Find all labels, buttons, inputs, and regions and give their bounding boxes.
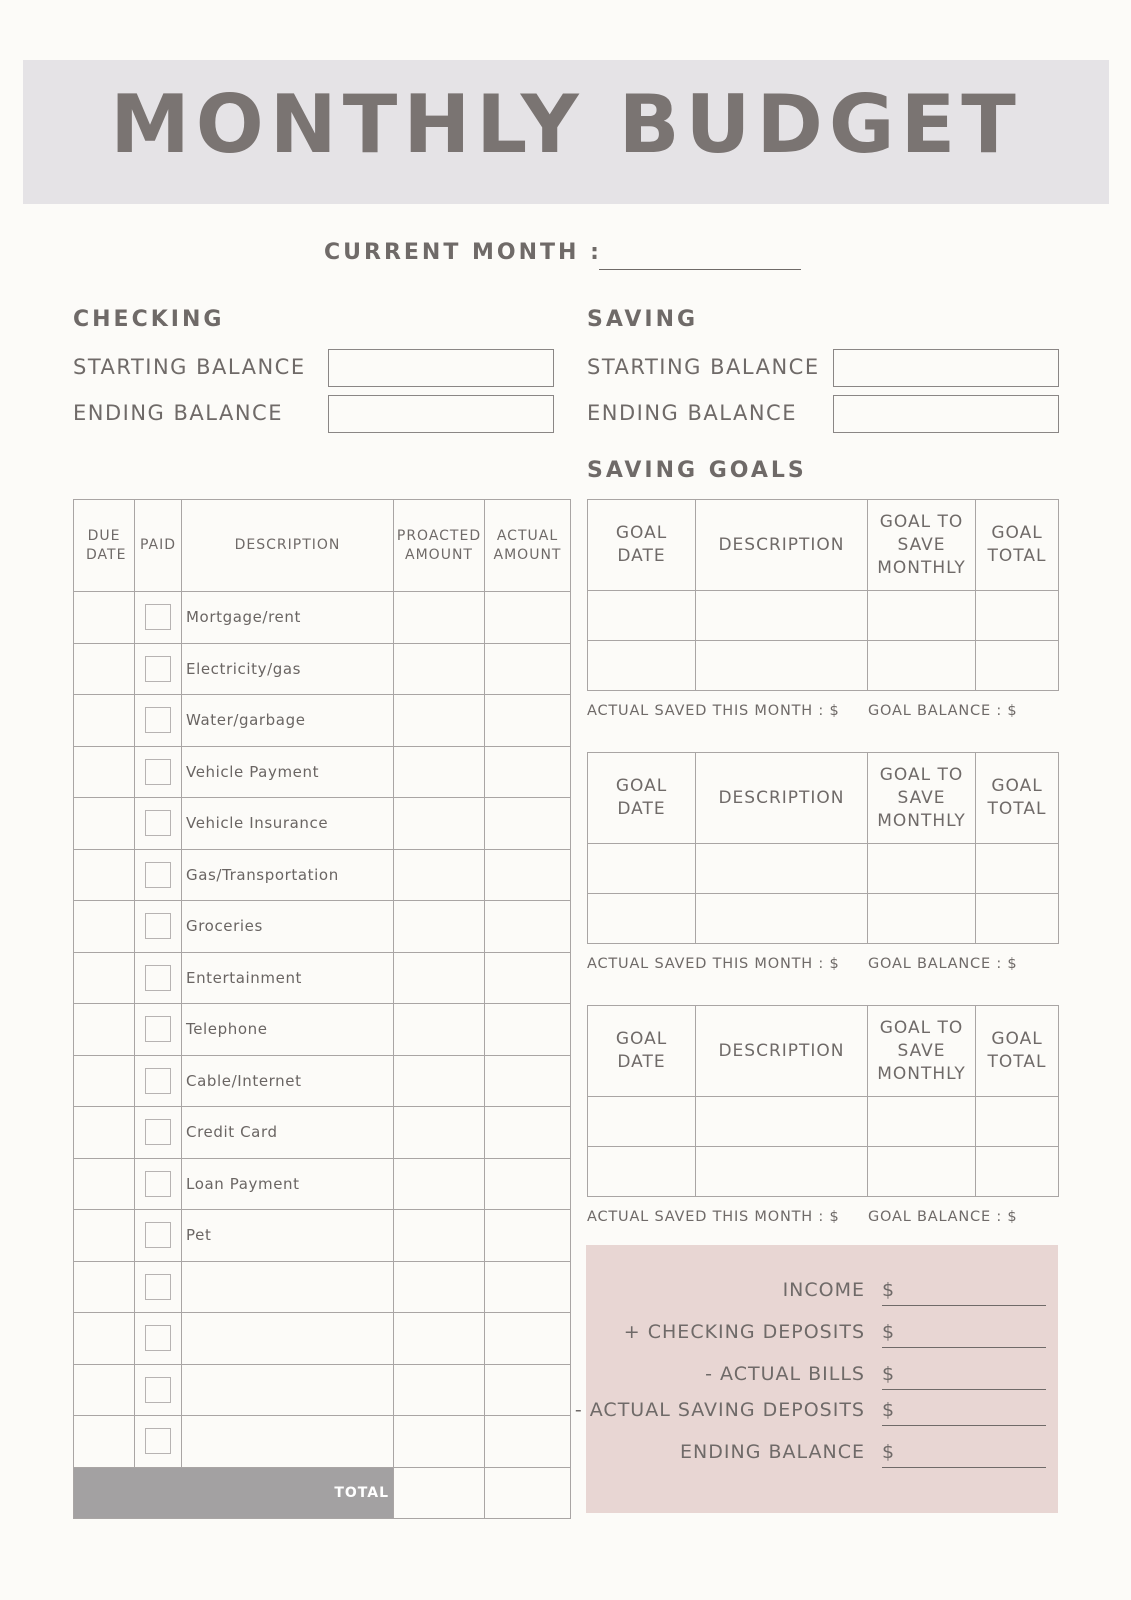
goal-total-header: GOAL TOTAL (976, 500, 1059, 591)
goal-total-cell[interactable] (976, 894, 1059, 944)
due-date-header: DUE DATE (74, 500, 135, 592)
proacted-amount-header: PROACTED AMOUNT (394, 500, 485, 592)
actual-amount-cell[interactable] (485, 952, 571, 1004)
goal-description-header: DESCRIPTION (696, 1006, 868, 1097)
goal-row (588, 641, 1059, 691)
proacted-amount-cell[interactable] (394, 1210, 485, 1262)
due-date-cell[interactable] (74, 1055, 135, 1107)
saving-goal-table (587, 1005, 1059, 1197)
bill-description (182, 1364, 394, 1416)
bill-row (74, 952, 571, 1004)
summary-box (574, 1245, 1058, 1513)
bill-description: Water/garbage (182, 695, 394, 747)
due-date-cell[interactable] (74, 1158, 135, 1210)
summary-value-field[interactable] (882, 1467, 1046, 1468)
bill-description: Credit Card (182, 1107, 394, 1159)
due-date-cell[interactable] (74, 1004, 135, 1056)
saving-ending-balance-field[interactable] (833, 395, 1059, 433)
bill-description (182, 1261, 394, 1313)
paid-checkbox[interactable] (145, 604, 171, 630)
proacted-amount-cell[interactable] (394, 695, 485, 747)
paid-cell (135, 1107, 182, 1159)
checking-ending-balance-field[interactable] (328, 395, 554, 433)
proacted-amount-cell[interactable] (394, 1364, 485, 1416)
bill-row (74, 901, 571, 953)
bill-description (182, 1416, 394, 1468)
bill-row (74, 798, 571, 850)
goal-description-cell[interactable] (696, 591, 868, 641)
goal-description-cell[interactable] (696, 641, 868, 691)
checking-ending-balance-label: ENDING BALANCE (73, 401, 283, 425)
bill-row (74, 1313, 571, 1365)
summary-currency: $ (882, 1399, 895, 1421)
bill-description: Pet (182, 1210, 394, 1262)
goal-total-cell[interactable] (976, 1147, 1059, 1197)
bill-row (74, 1055, 571, 1107)
due-date-cell[interactable] (74, 746, 135, 798)
bill-description: Loan Payment (182, 1158, 394, 1210)
bill-row (74, 1107, 571, 1159)
summary-value-field[interactable] (882, 1389, 1046, 1390)
goal-date-header: GOAL DATE (588, 1006, 696, 1097)
actual-amount-cell[interactable] (485, 1107, 571, 1159)
bills-table (73, 499, 571, 1519)
paid-checkbox[interactable] (145, 1325, 171, 1351)
bill-description: Telephone (182, 1004, 394, 1056)
paid-checkbox[interactable] (145, 1222, 171, 1248)
paid-checkbox[interactable] (145, 862, 171, 888)
paid-checkbox[interactable] (145, 965, 171, 991)
goal-save-monthly-header: GOAL TO SAVE MONTHLY (868, 1006, 976, 1097)
actual-saved-label: ACTUAL SAVED THIS MONTH : $ (587, 1209, 840, 1225)
due-date-cell[interactable] (74, 695, 135, 747)
goal-balance-label: GOAL BALANCE : $ (868, 956, 1018, 972)
actual-saved-label: ACTUAL SAVED THIS MONTH : $ (587, 703, 840, 719)
goal-balance-label: GOAL BALANCE : $ (868, 703, 1018, 719)
goal-row (588, 894, 1059, 944)
proacted-amount-cell[interactable] (394, 952, 485, 1004)
proacted-amount-cell[interactable] (394, 1313, 485, 1365)
goal-row (588, 1147, 1059, 1197)
goal-row (588, 591, 1059, 641)
summary-row (574, 1399, 1058, 1429)
proacted-amount-cell[interactable] (394, 901, 485, 953)
bill-row (74, 695, 571, 747)
summary-currency: $ (882, 1363, 895, 1385)
goal-save-monthly-cell[interactable] (868, 894, 976, 944)
total-proacted-cell[interactable] (394, 1467, 485, 1518)
due-date-cell[interactable] (74, 952, 135, 1004)
paid-checkbox[interactable] (145, 707, 171, 733)
actual-amount-cell[interactable] (485, 746, 571, 798)
summary-label: INCOME (782, 1279, 865, 1301)
summary-row (586, 1363, 1058, 1393)
paid-cell (135, 901, 182, 953)
paid-cell (135, 1313, 182, 1365)
proacted-amount-cell[interactable] (394, 849, 485, 901)
due-date-cell[interactable] (74, 798, 135, 850)
goal-description-header: DESCRIPTION (696, 753, 868, 844)
actual-amount-cell[interactable] (485, 901, 571, 953)
due-date-cell[interactable] (74, 849, 135, 901)
summary-value-field[interactable] (882, 1425, 1046, 1426)
paid-cell (135, 746, 182, 798)
due-date-cell[interactable] (74, 643, 135, 695)
bill-row (74, 1158, 571, 1210)
actual-amount-cell[interactable] (485, 695, 571, 747)
goal-total-cell[interactable] (976, 641, 1059, 691)
goal-save-monthly-header: GOAL TO SAVE MONTHLY (868, 753, 976, 844)
goal-description-cell[interactable] (696, 844, 868, 894)
actual-amount-cell[interactable] (485, 643, 571, 695)
proacted-amount-cell[interactable] (394, 592, 485, 644)
proacted-amount-cell[interactable] (394, 798, 485, 850)
summary-label: ENDING BALANCE (680, 1441, 865, 1463)
page-title: MONTHLY BUDGET (110, 78, 1022, 171)
bill-row (74, 849, 571, 901)
goal-total-cell[interactable] (976, 591, 1059, 641)
paid-cell (135, 592, 182, 644)
paid-cell (135, 1004, 182, 1056)
paid-cell (135, 1055, 182, 1107)
bill-row (74, 1210, 571, 1262)
actual-amount-cell[interactable] (485, 849, 571, 901)
proacted-amount-cell[interactable] (394, 1261, 485, 1313)
paid-cell (135, 1364, 182, 1416)
saving-ending-balance-label: ENDING BALANCE (587, 401, 797, 425)
bill-row (74, 1364, 571, 1416)
paid-checkbox[interactable] (145, 1428, 171, 1454)
paid-checkbox[interactable] (145, 913, 171, 939)
bill-description: Vehicle Insurance (182, 798, 394, 850)
total-row (74, 1467, 571, 1518)
summary-label: + CHECKING DEPOSITS (623, 1321, 865, 1343)
goal-header-row (588, 500, 1059, 591)
due-date-cell[interactable] (74, 1416, 135, 1468)
goal-save-monthly-cell[interactable] (868, 1097, 976, 1147)
goal-save-monthly-cell[interactable] (868, 641, 976, 691)
bill-description: Entertainment (182, 952, 394, 1004)
saving-goal-table (587, 752, 1059, 944)
actual-amount-cell[interactable] (485, 1416, 571, 1468)
goal-row (588, 844, 1059, 894)
goal-date-cell[interactable] (588, 1097, 696, 1147)
bill-description: Groceries (182, 901, 394, 953)
proacted-amount-cell[interactable] (394, 1158, 485, 1210)
bill-row (74, 1004, 571, 1056)
paid-cell (135, 1210, 182, 1262)
paid-cell (135, 1158, 182, 1210)
proacted-amount-cell[interactable] (394, 1004, 485, 1056)
goal-total-header: GOAL TOTAL (976, 753, 1059, 844)
actual-amount-cell[interactable] (485, 1313, 571, 1365)
due-date-cell[interactable] (74, 1364, 135, 1416)
goal-total-cell[interactable] (976, 1097, 1059, 1147)
summary-value-field[interactable] (882, 1347, 1046, 1348)
paid-cell (135, 798, 182, 850)
goal-date-cell[interactable] (588, 894, 696, 944)
paid-header: PAID (135, 500, 182, 592)
goal-save-monthly-header: GOAL TO SAVE MONTHLY (868, 500, 976, 591)
total-actual-cell[interactable] (485, 1467, 571, 1518)
summary-label: - ACTUAL BILLS (705, 1363, 865, 1385)
proacted-amount-cell[interactable] (394, 1107, 485, 1159)
goal-date-header: GOAL DATE (588, 500, 696, 591)
bill-description: Electricity/gas (182, 643, 394, 695)
goal-total-header: GOAL TOTAL (976, 1006, 1059, 1097)
summary-label: - ACTUAL SAVING DEPOSITS (574, 1399, 865, 1421)
proacted-amount-cell[interactable] (394, 746, 485, 798)
paid-checkbox[interactable] (145, 656, 171, 682)
goal-total-cell[interactable] (976, 844, 1059, 894)
goal-header-row (588, 1006, 1059, 1097)
paid-cell (135, 1261, 182, 1313)
bill-row (74, 746, 571, 798)
bill-description: Vehicle Payment (182, 746, 394, 798)
actual-saved-label: ACTUAL SAVED THIS MONTH : $ (587, 956, 840, 972)
checking-starting-balance-field[interactable] (328, 349, 554, 387)
saving-heading: SAVING (587, 307, 699, 332)
actual-amount-cell[interactable] (485, 1055, 571, 1107)
current-month-field[interactable] (599, 241, 801, 270)
actual-amount-cell[interactable] (485, 1004, 571, 1056)
goal-header-row (588, 753, 1059, 844)
goal-date-cell[interactable] (588, 591, 696, 641)
bill-description (182, 1313, 394, 1365)
paid-cell (135, 643, 182, 695)
goal-date-cell[interactable] (588, 1147, 696, 1197)
bill-row (74, 643, 571, 695)
actual-amount-cell[interactable] (485, 798, 571, 850)
paid-checkbox[interactable] (145, 810, 171, 836)
proacted-amount-cell[interactable] (394, 1416, 485, 1468)
paid-cell (135, 1416, 182, 1468)
description-header: DESCRIPTION (182, 500, 394, 592)
saving-goal-table (587, 499, 1059, 691)
bill-row (74, 592, 571, 644)
summary-row (586, 1441, 1058, 1471)
checking-starting-balance-label: STARTING BALANCE (73, 355, 306, 379)
bill-description: Gas/Transportation (182, 849, 394, 901)
proacted-amount-cell[interactable] (394, 643, 485, 695)
paid-cell (135, 849, 182, 901)
bill-row (74, 1416, 571, 1468)
paid-checkbox[interactable] (145, 1119, 171, 1145)
due-date-cell[interactable] (74, 901, 135, 953)
goal-date-cell[interactable] (588, 641, 696, 691)
due-date-cell[interactable] (74, 1107, 135, 1159)
current-month-label: CURRENT MONTH : (324, 240, 602, 265)
due-date-cell[interactable] (74, 592, 135, 644)
summary-row (586, 1279, 1058, 1309)
paid-checkbox[interactable] (145, 1171, 171, 1197)
goal-description-cell[interactable] (696, 1097, 868, 1147)
actual-amount-cell[interactable] (485, 1364, 571, 1416)
actual-amount-cell[interactable] (485, 1158, 571, 1210)
summary-value-field[interactable] (882, 1305, 1046, 1306)
paid-checkbox[interactable] (145, 759, 171, 785)
due-date-cell[interactable] (74, 1261, 135, 1313)
goal-date-cell[interactable] (588, 844, 696, 894)
paid-cell (135, 952, 182, 1004)
summary-currency: $ (882, 1441, 895, 1463)
paid-checkbox[interactable] (145, 1068, 171, 1094)
proacted-amount-cell[interactable] (394, 1055, 485, 1107)
saving-starting-balance-field[interactable] (833, 349, 1059, 387)
bill-description: Cable/Internet (182, 1055, 394, 1107)
paid-checkbox[interactable] (145, 1377, 171, 1403)
goal-date-header: GOAL DATE (588, 753, 696, 844)
saving-goals-heading: SAVING GOALS (587, 458, 807, 483)
actual-amount-cell[interactable] (485, 1210, 571, 1262)
actual-amount-header: ACTUAL AMOUNT (485, 500, 571, 592)
due-date-cell[interactable] (74, 1313, 135, 1365)
bill-row (74, 1261, 571, 1313)
due-date-cell[interactable] (74, 1210, 135, 1262)
paid-checkbox[interactable] (145, 1274, 171, 1300)
goal-description-cell[interactable] (696, 1147, 868, 1197)
goal-description-header: DESCRIPTION (696, 500, 868, 591)
bills-header-row (74, 500, 571, 592)
paid-checkbox[interactable] (145, 1016, 171, 1042)
summary-currency: $ (882, 1321, 895, 1343)
actual-amount-cell[interactable] (485, 1261, 571, 1313)
goal-description-cell[interactable] (696, 894, 868, 944)
goal-balance-label: GOAL BALANCE : $ (868, 1209, 1018, 1225)
goal-save-monthly-cell[interactable] (868, 591, 976, 641)
goal-save-monthly-cell[interactable] (868, 1147, 976, 1197)
goal-save-monthly-cell[interactable] (868, 844, 976, 894)
goal-row (588, 1097, 1059, 1147)
total-label: TOTAL (74, 1467, 394, 1518)
saving-starting-balance-label: STARTING BALANCE (587, 355, 820, 379)
summary-currency: $ (882, 1279, 895, 1301)
paid-cell (135, 695, 182, 747)
checking-heading: CHECKING (73, 307, 225, 332)
summary-row (586, 1321, 1058, 1351)
bill-description: Mortgage/rent (182, 592, 394, 644)
actual-amount-cell[interactable] (485, 592, 571, 644)
